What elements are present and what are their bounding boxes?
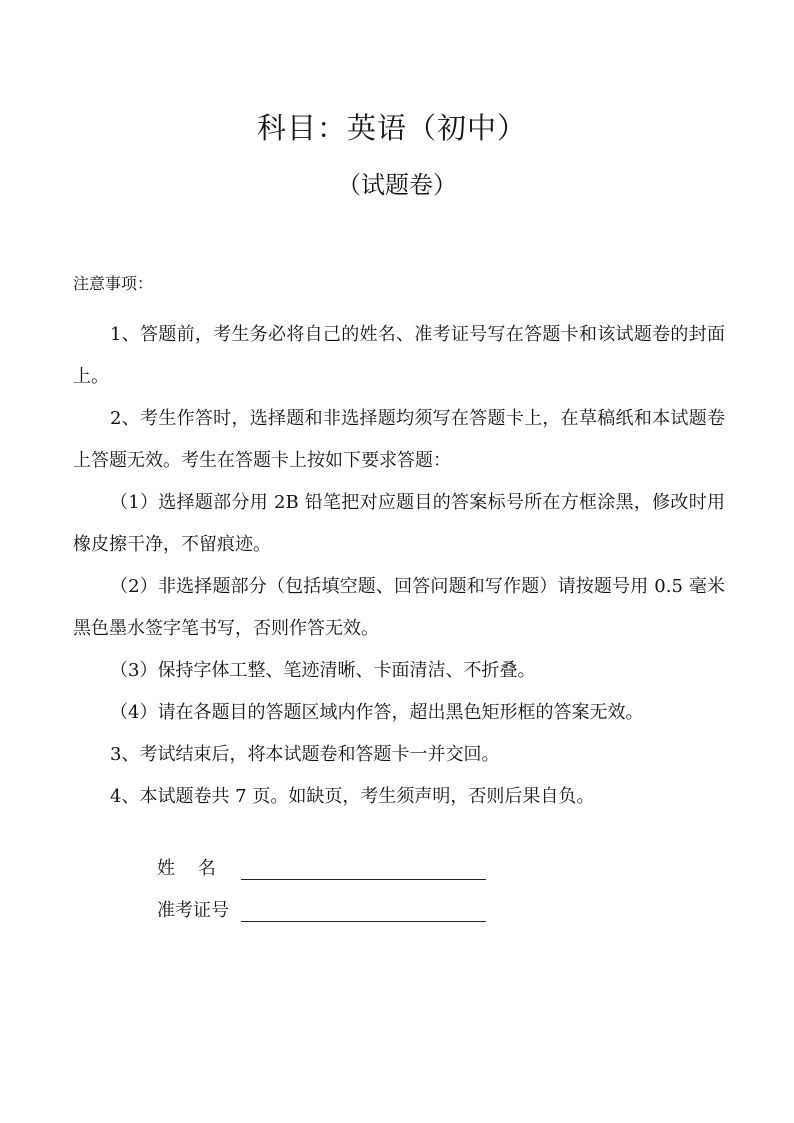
name-field-row — [157, 850, 486, 892]
notice-item: 3、考试结束后，将本试题卷和答题卡一并交回。 — [110, 744, 500, 765]
notice-item: （4）请在各题目的答题区域内作答，超出黑色矩形框的答案无效。 — [110, 702, 644, 723]
admission-number-field-row — [157, 892, 486, 934]
notice-item: 2、考生作答时，选择题和非选择题均须写在答题卡上，在草稿纸和本试题卷上答题无效。考生在答题卡上按如下要求答题： — [73, 408, 725, 471]
notice-item: 4、本试题卷共 7 页。如缺页，考生须声明，否则后果自负。 — [110, 786, 595, 807]
name-field-label: 姓 名 — [157, 858, 216, 879]
page-title: 科目：英语（初中） — [256, 111, 527, 145]
notice-item: （1）选择题部分用 2B 铅笔把对应题目的答案标号所在方框涂黑，修改时用橡皮擦干净，不留痕迹。 — [73, 492, 725, 555]
notice-list — [73, 314, 725, 818]
admission-number-field-label: 准考证号 — [157, 900, 229, 921]
admission-number-field-blank[interactable] — [241, 901, 486, 922]
page-subtitle: （试题卷） — [337, 171, 457, 199]
name-field-blank[interactable] — [241, 859, 486, 880]
candidate-info — [157, 850, 486, 934]
notice-item: （2）非选择题部分（包括填空题、回答问题和写作题）请按题号用 0.5 毫米黑色墨水签字笔书写，否则作答无效。 — [73, 576, 725, 639]
notice-item: 1、答题前，考生务必将自己的姓名、准考证号写在答题卡和该试题卷的封面上。 — [73, 324, 725, 387]
notice-item: （3）保持字体工整、笔迹清晰、卡面清洁、不折叠。 — [110, 660, 536, 681]
notice-heading: 注意事项： — [73, 274, 154, 293]
